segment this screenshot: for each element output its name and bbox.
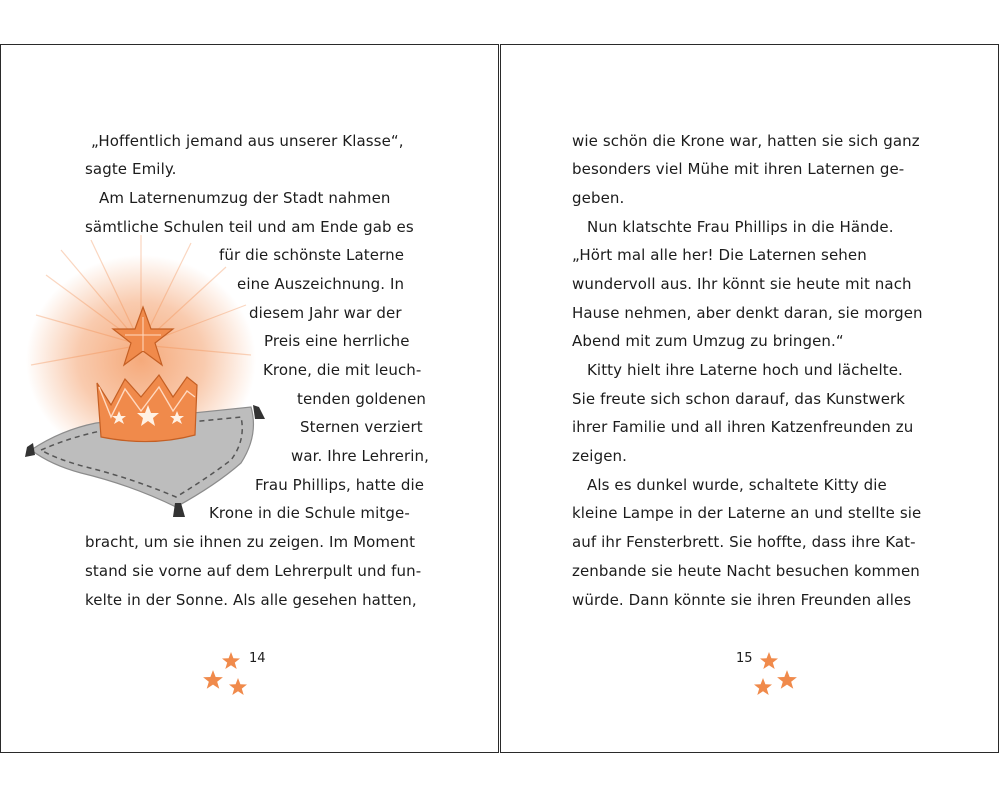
text-line: zenbande sie heute Nacht besuchen kommen <box>572 562 920 580</box>
text-line: Kitty hielt ihre Laterne hoch und lächelte. <box>587 361 903 379</box>
text-line: ihrer Familie und all ihren Katzenfreunden zu <box>572 418 914 436</box>
text-line: für die schönste Laterne <box>219 246 405 264</box>
text-line: war. Ihre Lehrerin, <box>291 447 429 465</box>
text-line: „Hört mal alle her! Die Laternen sehen <box>572 246 867 264</box>
right-page <box>500 44 999 753</box>
text-line: Preis eine herrliche <box>264 332 410 350</box>
text-line: eine Auszeichnung. In <box>237 275 405 293</box>
text-line: kleine Lampe in der Laterne an und stellte sie <box>572 504 922 522</box>
page-number: 15 <box>736 651 753 666</box>
text-line: kelte in der Sonne. Als alle gesehen hatten, <box>85 591 417 609</box>
text-line: Als es dunkel wurde, schaltete Kitty die <box>587 476 887 494</box>
text-line: auf ihr Fensterbrett. Sie hoffte, dass ihre Kat- <box>572 533 916 551</box>
text-line: stand sie vorne auf dem Lehrerpult und fun- <box>85 562 422 580</box>
star-icon <box>221 651 241 671</box>
star-icon <box>753 677 773 697</box>
page-number: 14 <box>249 651 266 666</box>
text-line: diesem Jahr war der <box>249 304 402 322</box>
text-line: Krone in die Schule mitge- <box>209 504 410 522</box>
text-line: zeigen. <box>572 447 627 465</box>
text-line: wie schön die Krone war, hatten sie sich ganz <box>572 132 920 150</box>
text-line: Sie freute sich schon darauf, das Kunstwerk <box>572 390 906 408</box>
text-line: Am Laternenumzug der Stadt nahmen <box>99 189 391 207</box>
star-icon <box>202 669 224 691</box>
text-line: Sternen verziert <box>300 418 423 436</box>
text-line: Frau Phillips, hatte die <box>255 476 425 494</box>
text-line: tenden goldenen <box>297 390 426 408</box>
text-line: Nun klatschte Frau Phillips in die Hände. <box>587 218 894 236</box>
text-line: „Hoffentlich jemand aus unserer Klasse“, <box>91 132 404 150</box>
text-line: Hause nehmen, aber denkt daran, sie morgen <box>572 304 923 322</box>
text-line: würde. Dann könnte sie ihren Freunden alles <box>572 591 912 609</box>
text-line: bracht, um sie ihnen zu zeigen. Im Moment <box>85 533 416 551</box>
text-line: sagte Emily. <box>85 160 177 178</box>
text-line: Krone, die mit leuch- <box>263 361 422 379</box>
text-line: Abend mit zum Umzug zu bringen.“ <box>572 332 844 350</box>
text-line: besonders viel Mühe mit ihren Laternen ge- <box>572 160 905 178</box>
text-line: wundervoll aus. Ihr könnt sie heute mit nach <box>572 275 912 293</box>
star-icon <box>759 651 779 671</box>
text-line: sämtliche Schulen teil und am Ende gab es <box>85 218 414 236</box>
text-line: geben. <box>572 189 625 207</box>
star-icon <box>776 669 798 691</box>
left-page <box>0 44 499 753</box>
star-icon <box>228 677 248 697</box>
